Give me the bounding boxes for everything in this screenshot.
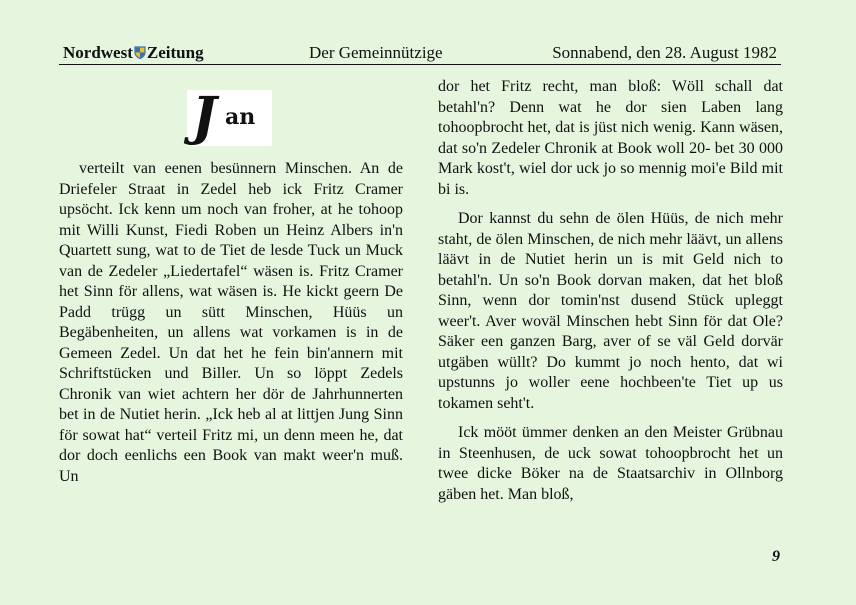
issue-date: Sonnabend, den 28. August 1982 — [552, 43, 777, 62]
paragraph: verteilt van eenen besünnern Minschen. An de Driefeler Straat in Zedel heb ick Fritz Cramer upsöcht. Ick kenn um noch van froher, at he tohoop mit Willi Kunst, Fiedi Roben un Heinz Albers in'n Quartett sung, wat to de Tiet de lesde Tuck un Muck van de Zedeler „Liedertafel“ wäsen is. Fritz Cramer het Sinn för allens, wat wäsen is. He kickt geern De Padd trügg un sütt Minschen, Hüüs un Begäbenheiten, un allens wat vorkamen is in de Gemeen Zedel. Un dat het he fein bin'annern mit Schriftstücken und Biller. Un so löppt Zedels Chronik van wiet achtern her dör de Jahrhunnerten bet in de Nutiet herin. „Ick heb al at littjen Jung Sinn för sowat hat“ verteil Fritz mi, un denn meen he, dat dor doch eenlichs een Book van makt weer'n muß. Un — [59, 160, 403, 485]
logo-rest: an — [225, 104, 256, 130]
right-column — [438, 77, 783, 505]
paragraph: Dor kannst du sehn de ölen Hüüs, de nich mehr staht, de ölen Minschen, de nich mehr läävt, un allens läävt in de Nutiet herin un is mit Geld nich to betahl'n. Un so'n Book dorvan maken, dat het bloß Sinn, wenn dor tomin'nst dusend Stück upleggt weer't. Aver woväl Minschen hebt Sinn för dat Ole? Säker een ganzen Barg, aver of se väl Geld dorvär utgäben wüllt? Do kummt jo noch hento, dat wi upstunns jo woller eene hochbeen'te Tiet up us tokamen seht't. — [438, 210, 783, 412]
page-header — [59, 43, 779, 65]
paragraph: Ick mööt ümmer denken an den Meister Grübnau in Steenhusen, de uck sowat tohoopbrocht het un twee dicke Böker na de Staatsarchiv in Ollnborg gäben het. Man bloß, — [438, 424, 783, 503]
coat-of-arms-icon — [134, 44, 146, 57]
section-title: Der Gemeinnützige — [309, 43, 443, 62]
newspaper-name-part2: Zeitung — [146, 43, 204, 62]
newspaper-name — [63, 43, 204, 63]
logo-initial: J — [192, 86, 217, 147]
header-rule — [59, 64, 781, 65]
column-logo — [187, 86, 272, 147]
paragraph: dor het Fritz recht, man bloß: Wöll schall dat betahl'n? Denn wat he dor sien Laben lang tohoopbrocht het, dat is jüst nich wenig. Kann wäsen, dat so'n Zedeler Chronik at Book woll 20- bet 30 000 Mark kost't, wiel dor uck jo so mennig moi'e Bild mit bi is. — [438, 78, 783, 198]
left-column — [59, 159, 403, 487]
newspaper-name-part1: Nordwest — [63, 43, 133, 62]
page-number: 9 — [772, 548, 780, 565]
